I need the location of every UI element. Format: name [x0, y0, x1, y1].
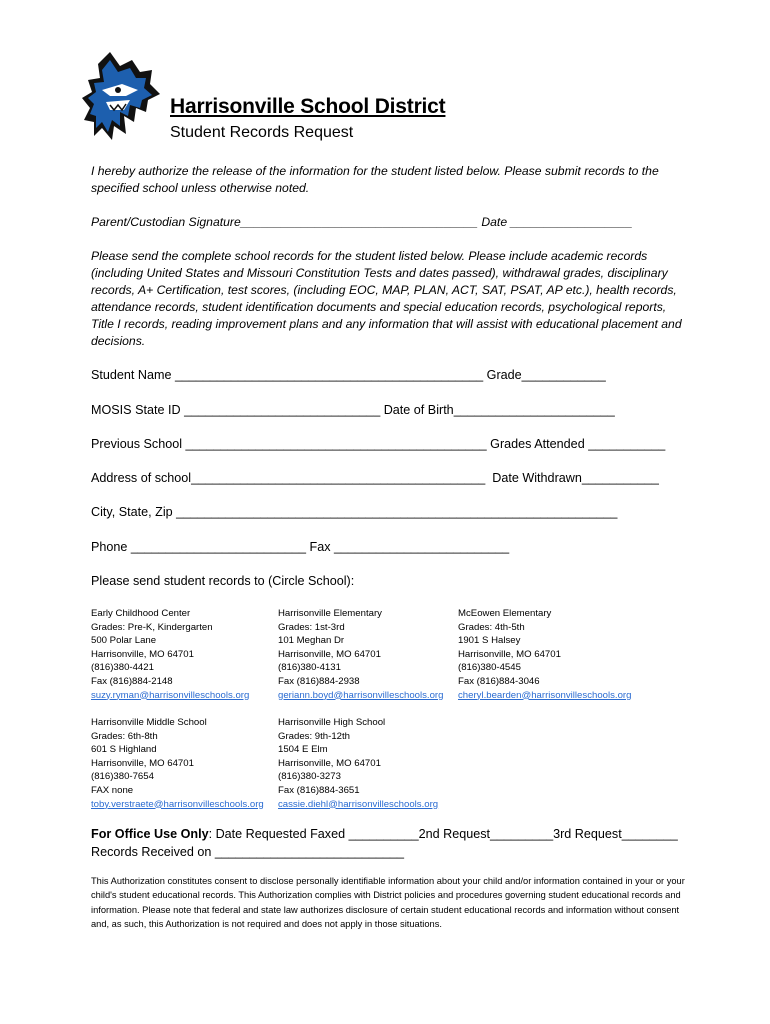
school-fax: Fax (816)884-2148	[91, 675, 173, 687]
school-city: Harrisonville, MO 64701	[91, 757, 194, 769]
school-phone: (816)380-7654	[91, 771, 154, 783]
phone-fax-field: Phone _________________________ Fax _________________________	[91, 540, 510, 554]
school-block	[278, 607, 443, 702]
mosis-field: MOSIS State ID ____________________________ Date of Birth_______________________	[91, 403, 615, 417]
school-fax: Fax (816)884-3651	[278, 784, 360, 796]
school-block	[278, 716, 438, 811]
office-use-section	[91, 826, 678, 861]
address-field: Address of school__________________________________________ Date Withdrawn___________	[91, 471, 659, 485]
school-email-link[interactable]: geriann.boyd@harrisonvilleschools.org	[278, 689, 444, 701]
school-email-link[interactable]: toby.verstraete@harrisonvilleschools.org	[91, 798, 264, 810]
school-block	[458, 607, 631, 702]
city-field: City, State, Zip _______________________________________________________________	[91, 505, 618, 519]
school-grades: Grades: 4th-5th	[458, 621, 525, 633]
signature-line: Parent/Custodian Signature___________________________________ Date __________________	[91, 215, 633, 229]
school-city: Harrisonville, MO 64701	[91, 648, 194, 660]
school-email-link[interactable]: suzy.ryman@harrisonvilleschools.org	[91, 689, 250, 701]
school-phone: (816)380-4545	[458, 662, 521, 674]
school-grades: Grades: Pre-K, Kindergarten	[91, 621, 213, 633]
page-subtitle: Student Records Request	[170, 124, 354, 141]
wildcat-logo-icon	[80, 50, 162, 142]
previous-school-field: Previous School ___________________________________________ Grades Attended ___________	[91, 437, 666, 451]
school-phone: (816)380-3273	[278, 771, 341, 783]
school-name: Early Childhood Center	[91, 608, 191, 619]
school-street: 500 Polar Lane	[91, 635, 157, 647]
office-use-label: For Office Use Only	[91, 827, 209, 841]
school-name: Harrisonville Elementary	[278, 608, 382, 619]
school-street: 1504 E Elm	[278, 744, 328, 756]
school-city: Harrisonville, MO 64701	[458, 648, 561, 660]
records-request-text: Please send the complete school records for the student listed below. Please include academic records (including United States and Missouri Constitution Tests and dates passed), withdrawal grades, disciplinary records, A+ Certification, test scores, (including EOC, MAP, PLAN, ACT, SAT, PSAT, AP etc.), health records, attendance records, student identification documents and special education records, psychological reports, Title I records, reading improvement plans and any information that will assist with educational placement and decisions.	[91, 249, 682, 348]
student-name-field: Student Name ____________________________________________ Grade____________	[91, 368, 606, 382]
records-received-line: Records Received on ___________________________	[91, 844, 405, 859]
school-name: McEowen Elementary	[458, 608, 552, 619]
school-grades: Grades: 9th-12th	[278, 730, 350, 742]
school-phone: (816)380-4131	[278, 662, 341, 674]
disclaimer-text: This Authorization constitutes consent to disclose personally identifiable information about your child and/or information contained in your or your child's student educational records. This Authorization complies with District policies and procedures governing student educational records and information. Please note that federal and state law authorizes disclosure of certain student educational records and information without consent and, as such, this Authorization is not required and does not apply in those situations.	[91, 876, 685, 929]
office-requests-line: : Date Requested Faxed __________2nd Request_________3rd Request________	[208, 827, 678, 841]
send-to-heading: Please send student records to (Circle School):	[91, 574, 355, 588]
school-street: 101 Meghan Dr	[278, 635, 345, 647]
school-city: Harrisonville, MO 64701	[278, 648, 381, 660]
school-phone: (816)380-4421	[91, 662, 154, 674]
school-grades: Grades: 6th-8th	[91, 730, 158, 742]
school-fax: FAX none	[91, 784, 134, 796]
school-name: Harrisonville Middle School	[91, 717, 207, 728]
page-title: Harrisonville School District	[170, 95, 446, 118]
school-block	[91, 716, 264, 811]
school-street: 1901 S Halsey	[458, 635, 521, 647]
school-block	[91, 607, 249, 702]
school-fax: Fax (816)884-2938	[278, 675, 360, 687]
school-fax: Fax (816)884-3046	[458, 675, 540, 687]
school-email-link[interactable]: cheryl.bearden@harrisonvilleschools.org	[458, 689, 632, 701]
school-grades: Grades: 1st-3rd	[278, 621, 345, 633]
school-email-link[interactable]: cassie.diehl@harrisonvilleschools.org	[278, 798, 439, 810]
authorization-text: I hereby authorize the release of the information for the student listed below. Please submit records to the specified school unless otherwise noted.	[91, 164, 659, 195]
school-name: Harrisonville High School	[278, 717, 386, 728]
school-city: Harrisonville, MO 64701	[278, 757, 381, 769]
school-street: 601 S Highland	[91, 744, 157, 756]
